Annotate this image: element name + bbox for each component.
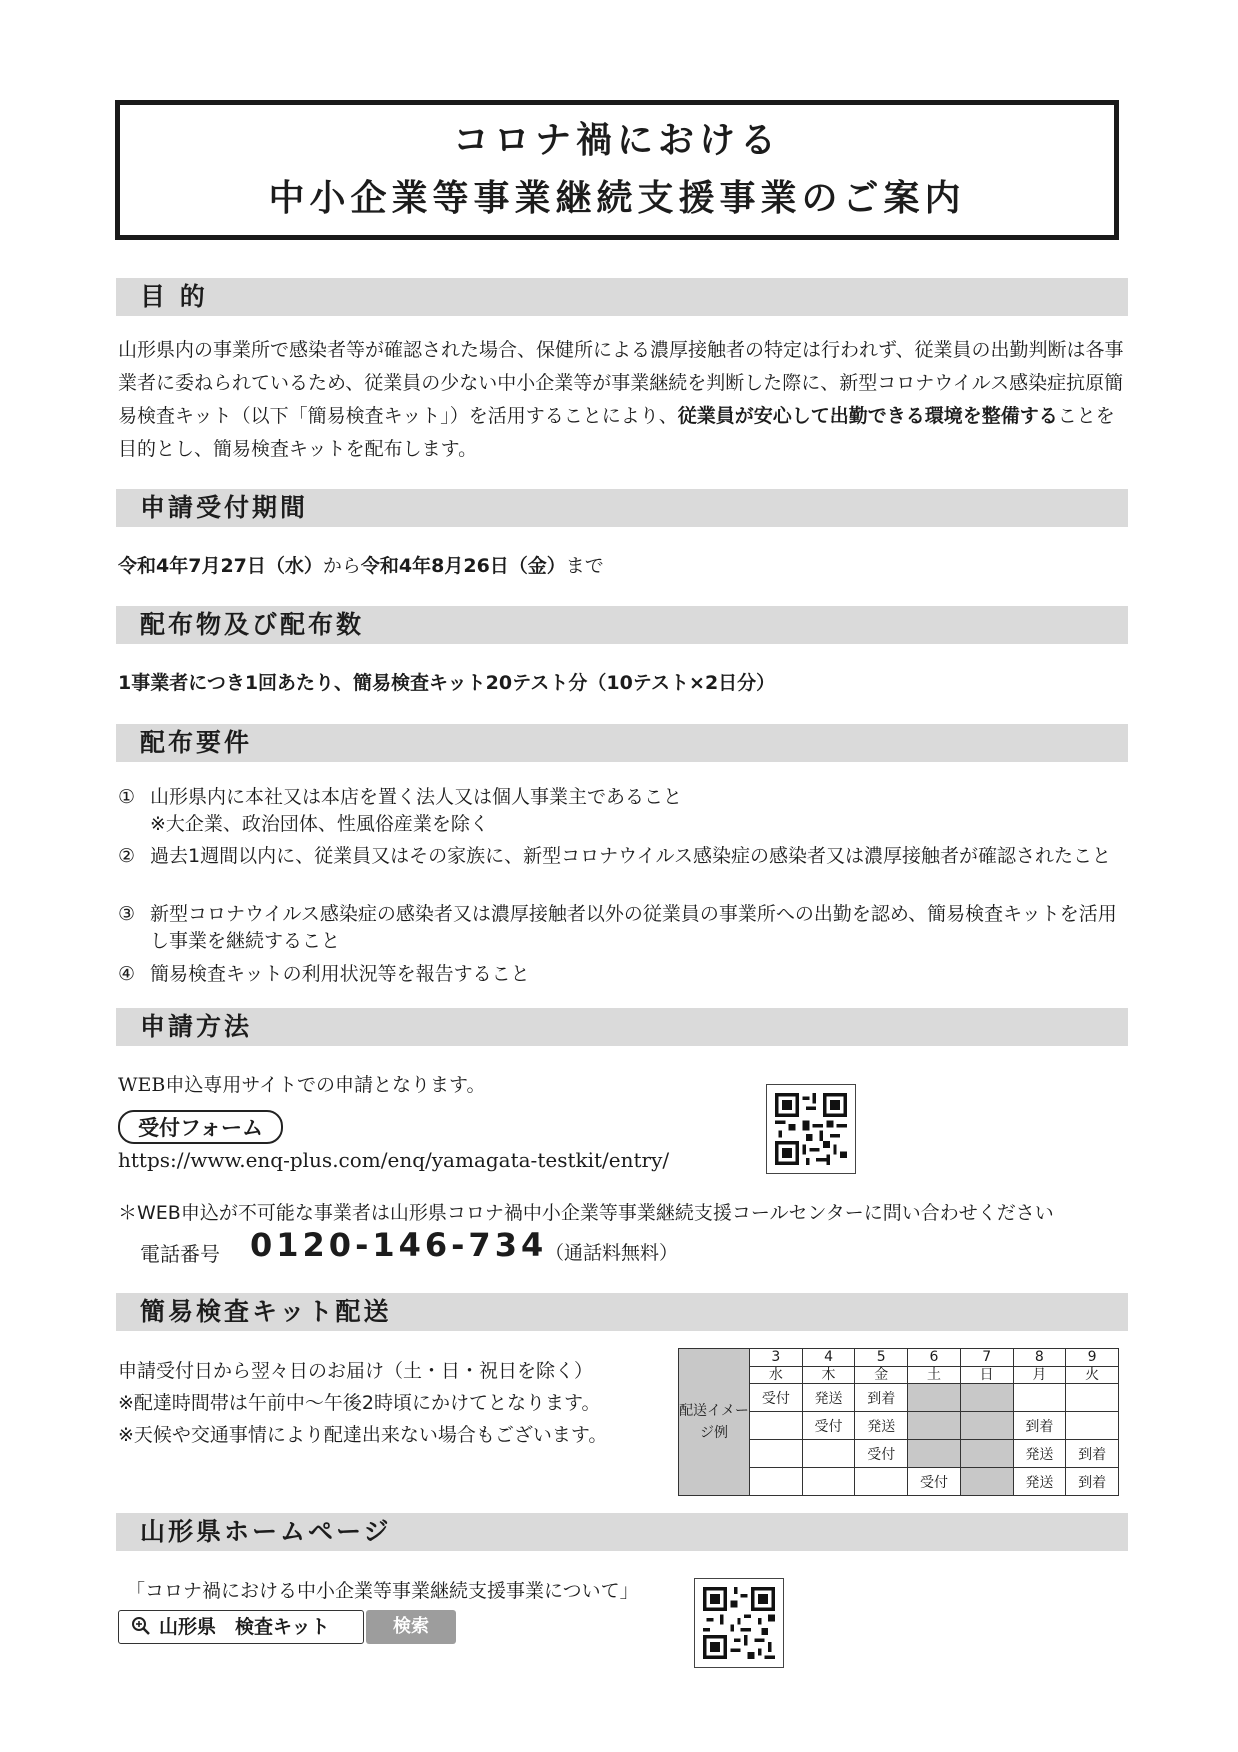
distribution-text: 1事業者につき1回あたり、簡易検査キット20テスト分（10テスト×2日分） — [118, 672, 776, 694]
schedule-cell: 受付 — [855, 1440, 908, 1468]
schedule-cell — [802, 1468, 855, 1496]
section-header-purpose: 目 的 — [116, 278, 1128, 316]
schedule-cell — [855, 1468, 908, 1496]
section-header-delivery: 簡易検査キット配送 — [116, 1293, 1128, 1331]
requirement-item-4 — [118, 961, 1128, 988]
schedule-cell: 発送 — [1013, 1468, 1066, 1496]
purpose-bold: 従業員が安心して出勤できる環境を整備する — [677, 405, 1058, 427]
schedule-cell — [908, 1440, 961, 1468]
requirement-text: 新型コロナウイルス感染症の感染者又は濃厚接触者以外の従業員の事業所への出勤を認め、簡易検査キットを活用し事業を継続すること — [150, 903, 1117, 952]
schedule-cell: 到着 — [1013, 1412, 1066, 1440]
qr-code-homepage[interactable] — [694, 1578, 784, 1668]
schedule-day: 木 — [802, 1366, 855, 1384]
schedule-cell — [1013, 1384, 1066, 1412]
schedule-day: 水 — [750, 1366, 803, 1384]
qr-code-form[interactable] — [766, 1084, 856, 1174]
schedule-day: 日 — [960, 1366, 1013, 1384]
section-header-distribution: 配布物及び配布数 — [116, 606, 1128, 644]
schedule-date: 6 — [908, 1349, 961, 1367]
requirement-note: ※大企業、政治団体、性風俗産業を除く — [150, 813, 489, 835]
homepage-caption: 「コロナ禍における中小企業等事業継続支援事業について」 — [126, 1580, 639, 1602]
schedule-cell — [960, 1468, 1013, 1496]
requirement-number: ① — [118, 786, 136, 808]
requirement-number: ② — [118, 845, 136, 867]
form-label-pill: 受付フォーム — [118, 1110, 283, 1144]
schedule-cell: 発送 — [1013, 1440, 1066, 1468]
phone-label: 電話番号 — [140, 1242, 220, 1266]
method-note: ＊WEB申込が不可能な事業者は山形県コロナ禍中小企業等事業継続支援コールセンターに問い合わせください — [118, 1202, 1054, 1224]
schedule-date: 5 — [855, 1349, 908, 1367]
schedule-day: 月 — [1013, 1366, 1066, 1384]
delivery-line-3: ※天候や交通事情により配達出来ない場合もございます。 — [118, 1424, 608, 1446]
section-header-period: 申請受付期間 — [116, 489, 1128, 527]
schedule-cell: 到着 — [1066, 1440, 1119, 1468]
title-box — [115, 100, 1119, 240]
delivery-schedule-table — [678, 1348, 1119, 1496]
period-end: 令和4年8月26日（金） — [360, 555, 566, 577]
schedule-date: 8 — [1013, 1349, 1066, 1367]
purpose-text-1: 山形県内の事業所で感染者等が確認された場合、保健所による濃厚接触者の特定は行われず、従業員の出勤判断は各事業者に委ねられているため、従業員の少ない中小企業等が事業継続を判断した際に、新型コロナウイルス感染症抗原簡易検査キット（以下「簡易検査キット」）を活用することにより、 — [118, 339, 1124, 427]
requirement-number: ③ — [118, 903, 136, 925]
schedule-cell — [1066, 1412, 1119, 1440]
method-intro: WEB申込専用サイトでの申請となります。 — [118, 1074, 486, 1096]
schedule-cell: 発送 — [855, 1412, 908, 1440]
requirement-text: 過去1週間以内に、従業員又はその家族に、新型コロナウイルス感染症の感染者又は濃厚接触者が確認されたこと — [150, 845, 1111, 867]
period-until: まで — [565, 555, 604, 577]
schedule-cell: 到着 — [855, 1384, 908, 1412]
form-url-link[interactable]: https://www.enq-plus.com/enq/yamagata-testkit/entry/ — [118, 1148, 670, 1172]
schedule-date: 3 — [750, 1349, 803, 1367]
schedule-cell — [750, 1440, 803, 1468]
requirement-number: ④ — [118, 963, 136, 985]
phone-number: 0120-146-734 — [250, 1226, 548, 1264]
schedule-date: 7 — [960, 1349, 1013, 1367]
phone-note: （通話料無料） — [545, 1242, 679, 1264]
title-line-1: コロナ禍における — [452, 120, 781, 161]
schedule-cell — [750, 1412, 803, 1440]
schedule-cell — [802, 1440, 855, 1468]
magnifier-plus-icon — [131, 1611, 151, 1643]
requirement-item-1 — [118, 784, 1128, 838]
search-box[interactable] — [118, 1610, 364, 1644]
section-header-requirements: 配布要件 — [116, 724, 1128, 762]
period-start: 令和4年7月27日（水） — [118, 555, 323, 577]
delivery-line-2: ※配達時間帯は午前中～午後2時頃にかけてとなります。 — [118, 1392, 601, 1414]
schedule-cell — [960, 1412, 1013, 1440]
title-line-2: 中小企業等事業継続支援事業のご案内 — [268, 178, 966, 219]
requirement-text: 山形県内に本社又は本店を置く法人又は個人事業主であること — [150, 786, 683, 808]
schedule-cell — [960, 1440, 1013, 1468]
search-text: 山形県 検査キット — [159, 1616, 330, 1638]
requirement-item-3 — [118, 901, 1128, 955]
purpose-text-2: ことを目的とし、簡易検査キットを配布します。 — [118, 405, 1115, 460]
schedule-date: 9 — [1066, 1349, 1119, 1367]
schedule-day: 火 — [1066, 1366, 1119, 1384]
schedule-cell — [750, 1468, 803, 1496]
schedule-cell — [908, 1412, 961, 1440]
period-line — [118, 551, 604, 578]
schedule-cell — [908, 1384, 961, 1412]
schedule-cell — [960, 1384, 1013, 1412]
requirement-text: 簡易検査キットの利用状況等を報告すること — [150, 963, 530, 985]
schedule-side-label: 配送イメージ例 — [679, 1349, 750, 1496]
search-button[interactable]: 検索 — [366, 1610, 456, 1644]
schedule-day: 土 — [908, 1366, 961, 1384]
section-header-homepage: 山形県ホームページ — [116, 1513, 1128, 1551]
schedule-cell: 到着 — [1066, 1468, 1119, 1496]
schedule-cell: 受付 — [750, 1384, 803, 1412]
schedule-cell — [1066, 1384, 1119, 1412]
schedule-date: 4 — [802, 1349, 855, 1367]
period-from: から — [322, 555, 361, 577]
schedule-cell: 受付 — [802, 1412, 855, 1440]
purpose-paragraph — [118, 334, 1128, 466]
schedule-cell: 受付 — [908, 1468, 961, 1496]
schedule-day: 金 — [855, 1366, 908, 1384]
schedule-cell: 発送 — [802, 1384, 855, 1412]
requirement-item-2 — [118, 843, 1128, 870]
section-header-method: 申請方法 — [116, 1008, 1128, 1046]
delivery-line-1: 申請受付日から翌々日のお届け（土・日・祝日を除く） — [118, 1360, 594, 1382]
